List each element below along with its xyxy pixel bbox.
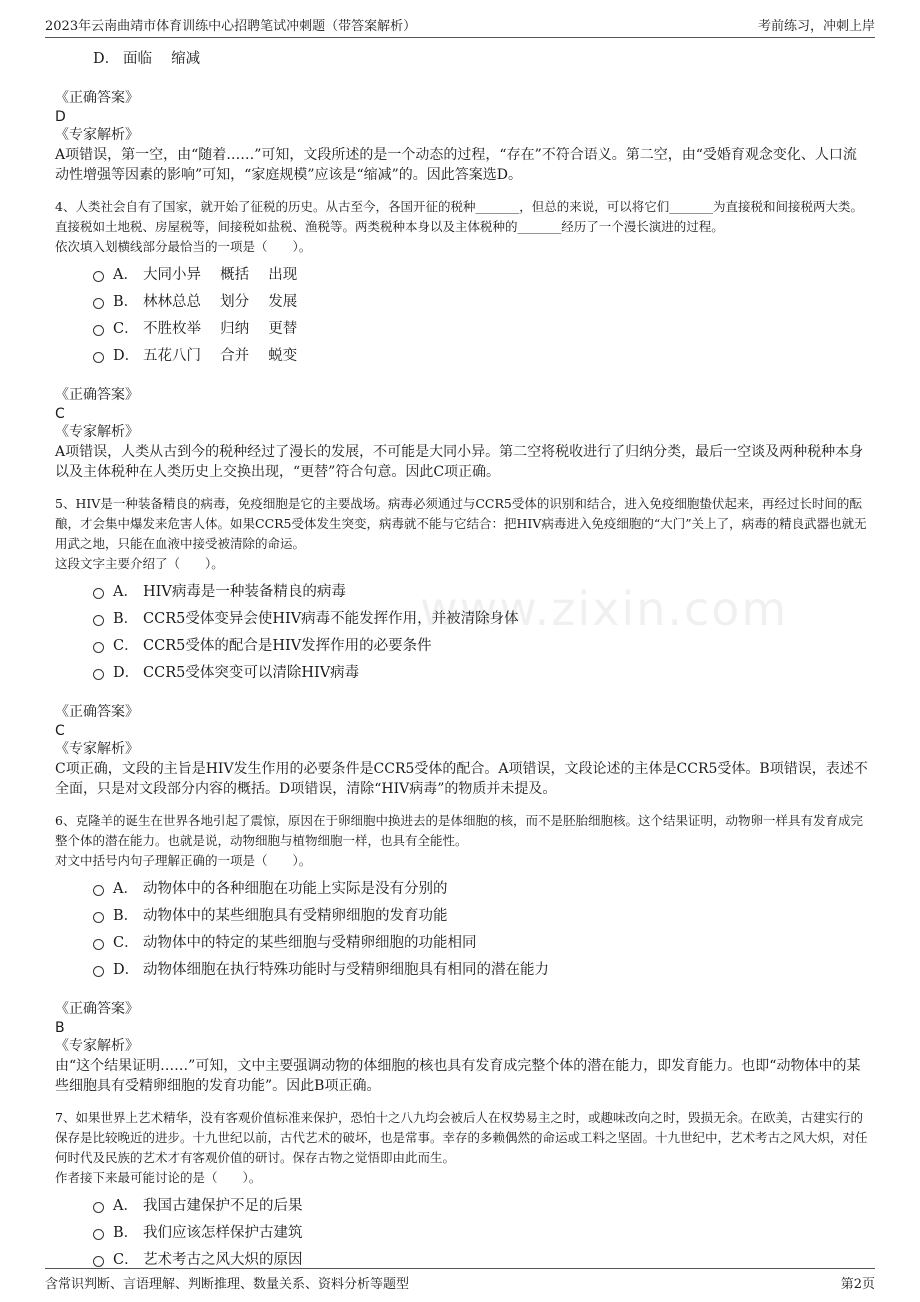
radio-icon[interactable] [93, 669, 104, 680]
option-b[interactable] [93, 1218, 870, 1245]
radio-icon[interactable] [93, 1202, 104, 1213]
radio-icon[interactable] [93, 271, 104, 282]
option-text: 动物体中的各种细胞在功能上实际是没有分别的 [143, 881, 448, 897]
option-c[interactable] [93, 928, 870, 955]
option-letter: C． [113, 638, 139, 654]
radio-icon[interactable] [93, 642, 104, 653]
analysis-text: A项错误，第一空，由“随着……”可知，文段所述的是一个动态的过程，“存在”不符合语义。第二空，由“受婚育观念变化、人口流动性增强等因素的影响”可知，“家庭规模”应该是“缩减”的。因此答案选D。 [55, 147, 857, 183]
option-letter: D． [93, 51, 120, 67]
correct-answer: D [55, 109, 66, 125]
option-c[interactable] [93, 314, 870, 341]
option-a[interactable] [93, 260, 870, 287]
analysis-label: 《专家解析》 [55, 127, 139, 143]
option-letter: A． [113, 584, 138, 600]
option-c[interactable] [93, 631, 870, 658]
option-text: 五花八门 合并 蜕变 [143, 348, 298, 364]
q7-options [93, 1191, 870, 1272]
analysis-text: C项正确，文段的主旨是HIV发生作用的必要条件是CCR5受体的配合。A项错误，文段论述的主体是CCR5受体。B项错误，表述不全面，只是对文段部分内容的概括。D项错误，清除“HIV病毒”的物质并未提及。 [55, 761, 868, 797]
watermark: www.zixin.com [420, 582, 789, 636]
option-letter: A． [113, 1198, 138, 1214]
answer-label: 《正确答案》 [55, 704, 139, 720]
question-prompt: 这段文字主要介绍了（ ）。 [55, 556, 224, 571]
analysis-label: 《专家解析》 [55, 741, 139, 757]
option-text: 我们应该怎样保护古建筑 [143, 1225, 303, 1241]
option-letter: C． [113, 935, 139, 951]
option-text: 面临 缩减 [123, 51, 201, 67]
question-stem: 5、HIV是一种装备精良的病毒，免疫细胞是它的主要战场。病毒必须通过与CCR5受体的识别和结合，进入免疫细胞蛰伏起来，再经过长时间的酝酿，才会集中爆发来危害人体。如果CCR5受体发生突变，病毒就不能与它结合：把HIV病毒进入免疫细胞的“大门”关上了，病毒的精良武器也就无用武之地，只能在血液中接受被清除的命运。 [55, 496, 867, 551]
option-d[interactable] [93, 44, 870, 71]
option-letter: C． [113, 321, 139, 337]
option-text: HIV病毒是一种装备精良的病毒 [143, 584, 346, 600]
q4-options [93, 260, 870, 368]
radio-icon[interactable] [93, 1229, 104, 1240]
option-b[interactable] [93, 287, 870, 314]
option-letter: D． [113, 962, 140, 978]
option-d[interactable] [93, 658, 870, 685]
analysis-label: 《专家解析》 [55, 1038, 139, 1054]
header-slogan: 考前练习，冲刺上岸 [757, 19, 875, 34]
option-text: CCR5受体的配合是HIV发挥作用的必要条件 [143, 638, 432, 654]
q6-options [93, 874, 870, 982]
answer-label: 《正确答案》 [55, 1001, 139, 1017]
answer-label: 《正确答案》 [55, 90, 139, 106]
option-b[interactable] [93, 901, 870, 928]
radio-icon[interactable] [93, 1256, 104, 1267]
question-stem: 6、克隆羊的诞生在世界各地引起了震惊，原因在于卵细胞中换进去的是体细胞的核，而不是胚胎细胞核。这个结果证明，动物卵一样具有发育成完整个体的潜在能力。也就是说，动物细胞与植物细胞一样，也具有全能性。 [55, 813, 863, 848]
radio-icon[interactable] [93, 588, 104, 599]
option-text: 动物体细胞在执行特殊功能时与受精卵细胞具有相同的潜在能力 [143, 962, 549, 978]
option-letter: B． [113, 611, 139, 627]
footer-note: 含常识判断、言语理解、判断推理、数量关系、资料分析等题型 [45, 1277, 410, 1292]
q5-options [93, 577, 870, 685]
correct-answer: C [55, 406, 65, 422]
option-letter: D． [113, 348, 140, 364]
radio-icon[interactable] [93, 966, 104, 977]
option-text: 大同小异 概括 出现 [143, 267, 298, 283]
question-prompt: 作者接下来最可能讨论的是（ ）。 [55, 1170, 262, 1185]
radio-icon[interactable] [93, 939, 104, 950]
radio-icon[interactable] [93, 912, 104, 923]
option-text: CCR5受体突变可以清除HIV病毒 [143, 665, 360, 681]
option-text: CCR5受体变异会使HIV病毒不能发挥作用，并被清除身体 [143, 611, 519, 627]
radio-icon[interactable] [93, 298, 104, 309]
option-text: 艺术考古之风大炽的原因 [143, 1252, 303, 1268]
option-letter: B． [113, 908, 139, 924]
option-d[interactable] [93, 955, 870, 982]
analysis-text: A项错误，人类从古到今的税种经过了漫长的发展，不可能是大同小异。第二空将税收进行了归纳分类，最后一空谈及两种税种本身以及主体税种在人类历史上交换出现，“更替”符合句意。因此C项正确。 [55, 444, 864, 480]
option-a[interactable] [93, 1191, 870, 1218]
option-text: 林林总总 划分 发展 [143, 294, 298, 310]
option-letter: A． [113, 267, 138, 283]
option-letter: A． [113, 881, 138, 897]
option-letter: B． [113, 294, 139, 310]
question-prompt: 对文中括号内句子理解正确的一项是（ ）。 [55, 853, 312, 868]
radio-icon[interactable] [93, 615, 104, 626]
analysis-text: 由“这个结果证明……”可知，文中主要强调动物的体细胞的核也具有发育成完整个体的潜在能力，即发育能力。也即“动物体中的某些细胞具有受精卵细胞的发育功能”。因此B项正确。 [55, 1058, 861, 1094]
correct-answer: B [55, 1020, 65, 1036]
option-d[interactable] [93, 341, 870, 368]
option-text: 我国古建保护不足的后果 [143, 1198, 303, 1214]
analysis-label: 《专家解析》 [55, 424, 139, 440]
option-text: 动物体中的特定的某些细胞与受精卵细胞的功能相同 [143, 935, 477, 951]
option-letter: B． [113, 1225, 139, 1241]
answer-label: 《正确答案》 [55, 387, 139, 403]
page-header [45, 10, 875, 38]
option-letter: D． [113, 665, 140, 681]
document-title: 2023年云南曲靖市体育训练中心招聘笔试冲刺题（带答案解析） [45, 19, 417, 34]
option-a[interactable] [93, 577, 870, 604]
option-text: 动物体中的某些细胞具有受精卵细胞的发育功能 [143, 908, 448, 924]
page-number: 第2页 [840, 1277, 875, 1292]
radio-icon[interactable] [93, 352, 104, 363]
question-stem: 7、如果世界上艺术精华，没有客观价值标准来保护，恐怕十之八九均会被后人在权势易主之时，或趣味改向之时，毁损无余。在欧美，古建实行的保存是比较晚近的进步。十九世纪以前，古代艺术的破坏，也是常事。幸存的多赖偶然的命运或工料之坚固。十九世纪中，艺术考古之风大炽，对任何时代及民族的艺术才有客观价值的研讨。保存古物之觉悟即由此而生。 [55, 1110, 868, 1165]
question-prompt: 依次填入划横线部分最恰当的一项是（ ）。 [55, 239, 312, 254]
page-content [55, 44, 870, 1272]
radio-icon[interactable] [93, 325, 104, 336]
option-text: 不胜枚举 归纳 更替 [143, 321, 298, 337]
option-b[interactable] [93, 604, 870, 631]
correct-answer: C [55, 723, 65, 739]
option-a[interactable] [93, 874, 870, 901]
option-letter: C． [113, 1252, 139, 1268]
question-stem: 4、人类社会自有了国家，就开始了征税的历史。从古至今，各国开征的税种_______，但总的来说，可以将它们_______为直接税和间接税两大类。直接税如土地税、房屋税等，间接税如盐税、渔税等。两类税种本身以及主体税种的_______经历了一个漫长演进的过程。 [55, 199, 863, 234]
radio-icon[interactable] [93, 885, 104, 896]
page-footer [45, 1268, 875, 1297]
q3-options [93, 44, 870, 71]
